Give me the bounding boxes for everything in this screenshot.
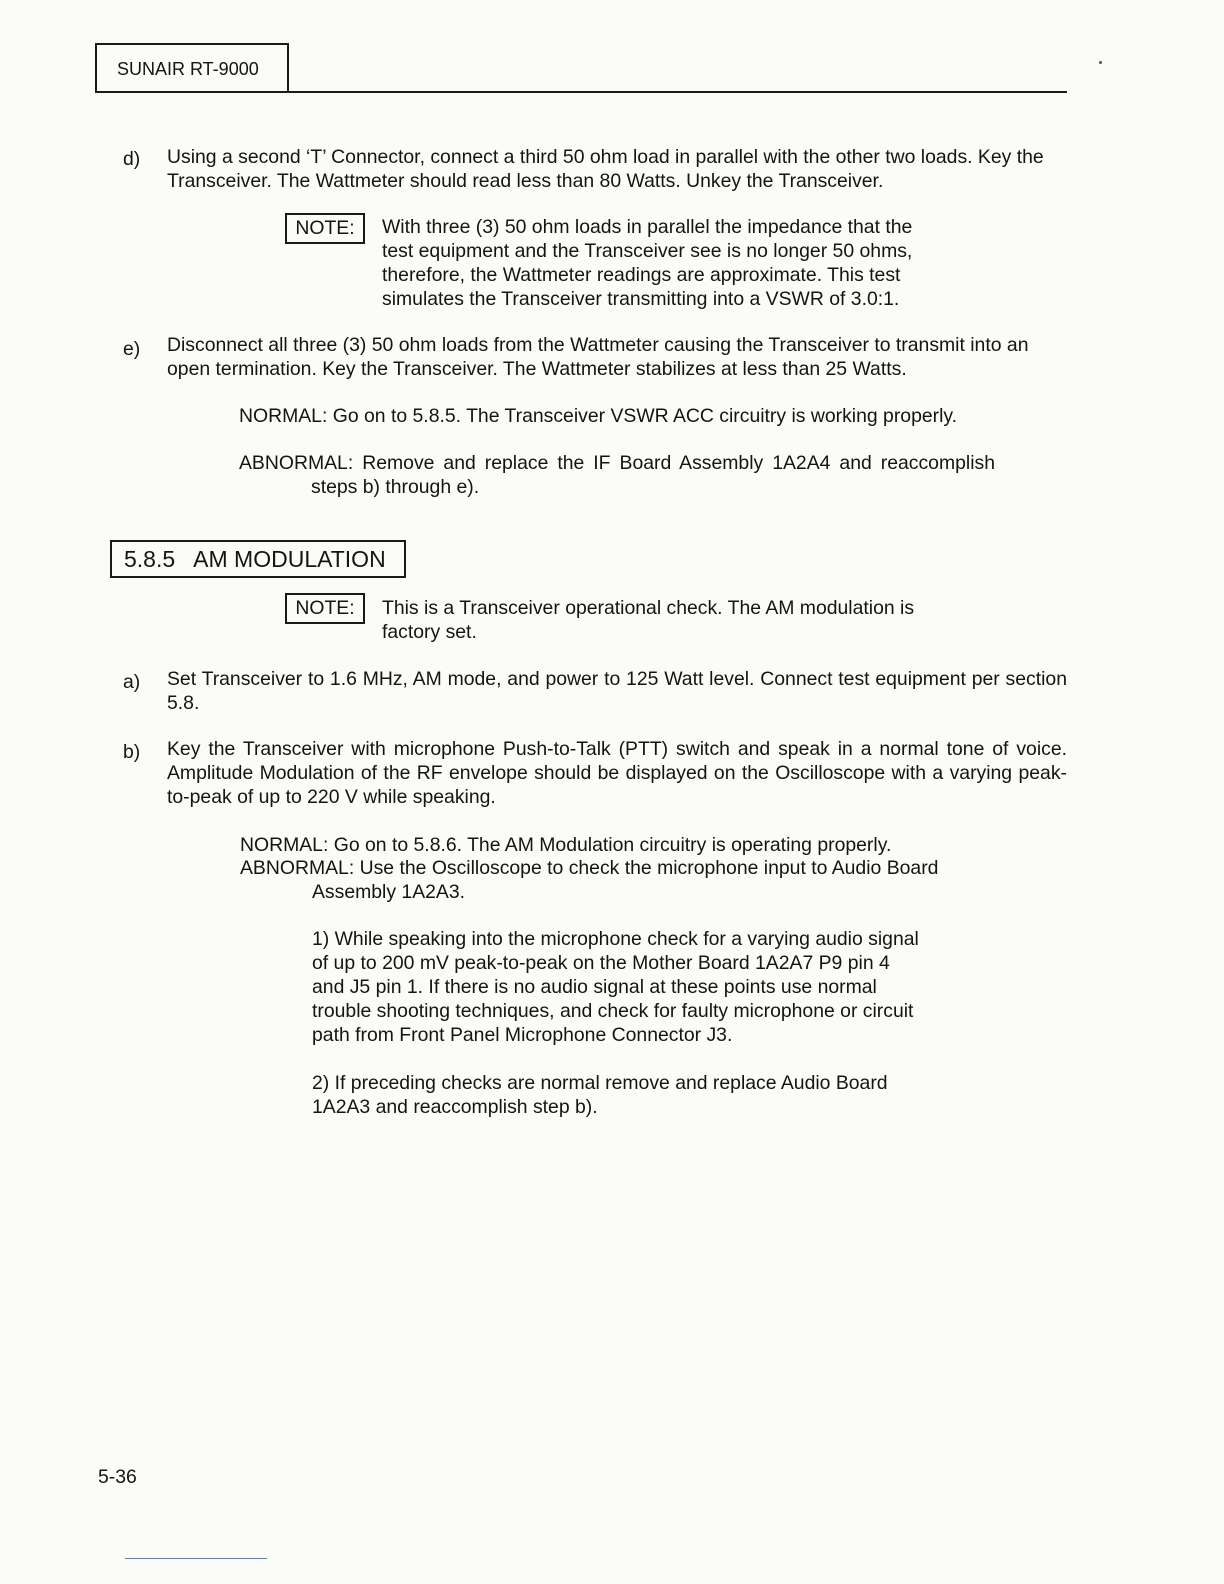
abnormal-result xyxy=(239,451,995,499)
normal-text: Go on to 5.8.5. The Transceiver VSWR ACC circuitry is working properly. xyxy=(332,405,958,427)
note-text: This is a Transceiver operational check. The AM modulation is factory set. xyxy=(382,597,915,643)
normal-label: NORMAL: xyxy=(239,405,328,427)
step-label: d) xyxy=(123,148,141,170)
footer-rule xyxy=(125,1558,267,1559)
step-label: e) xyxy=(123,338,141,360)
section-title: AM MODULATION xyxy=(193,545,386,572)
sub-step-1: 1) While speaking into the microphone check for a varying audio signal of up to 200 mV peak-to-peak on the Mother Board 1A2A7 P9 pin 4 and J5 pin 1. If there is no audio signal at these points use normal trouble shooting techniques, and check for faulty microphone or circuit path from Front Panel Microphone Connector J3. xyxy=(312,928,919,1046)
note-box xyxy=(285,213,365,244)
normal-text: Go on to 5.8.6. The AM Modulation circuitry is operating properly. xyxy=(333,834,892,856)
sub-step-2: 2) If preceding checks are normal remove and replace Audio Board 1A2A3 and reaccomplish step b). xyxy=(312,1072,888,1118)
header-rule xyxy=(95,91,1067,93)
abnormal-label: ABNORMAL: xyxy=(240,857,355,879)
section-number: 5.8.5 xyxy=(124,545,176,572)
note-label: NOTE: xyxy=(295,217,355,239)
normal-label: NORMAL: xyxy=(240,834,329,856)
header-title: SUNAIR RT-9000 xyxy=(117,58,259,79)
step-a-text: Set Transceiver to 1.6 MHz, AM mode, and power to 125 Watt level. Connect test equipment per section 5.8. xyxy=(167,668,1067,714)
scan-speck xyxy=(1099,61,1102,64)
note-box xyxy=(285,593,365,624)
abnormal-label: ABNORMAL: xyxy=(239,452,354,474)
normal-result xyxy=(239,404,995,428)
step-label: b) xyxy=(123,741,141,763)
abnormal-result xyxy=(240,856,996,904)
abnormal-text: Use the Oscilloscope to check the microphone input to Audio Board Assembly 1A2A3. xyxy=(312,857,939,903)
step-d-text: Using a second ‘T’ Connector, connect a third 50 ohm load in parallel with the other two loads. Key the Transceiver. The Wattmeter should read less than 80 Watts. Unkey the Transceiver. xyxy=(167,146,1044,192)
note-label: NOTE: xyxy=(295,597,355,619)
step-e-text: Disconnect all three (3) 50 ohm loads from the Wattmeter causing the Transceiver to transmit into an open termination. Key the Transceiver. The Wattmeter stabilizes at less than 25 Watts. xyxy=(167,334,1029,380)
abnormal-text: Remove and replace the IF Board Assembly 1A2A4 and reaccomplish steps b) through e). xyxy=(311,452,995,498)
page-number: 5-36 xyxy=(98,1466,137,1488)
section-heading xyxy=(110,540,406,578)
header-title-box xyxy=(95,43,289,93)
note-text: With three (3) 50 ohm loads in parallel the impedance that the test equipment and the Transceiver see is no longer 50 ohms, therefore, the Wattmeter readings are approximate. This test simulates the Transceiver transmitting into a VSWR of 3.0:1. xyxy=(382,216,913,310)
step-b-text: Key the Transceiver with microphone Push-to-Talk (PTT) switch and speak in a normal tone of voice. Amplitude Modulation of the RF envelope should be displayed on the Oscilloscope with a varying peak-to-peak of up to 220 V while speaking. xyxy=(167,738,1067,808)
normal-result xyxy=(240,833,996,857)
step-label: a) xyxy=(123,671,141,693)
